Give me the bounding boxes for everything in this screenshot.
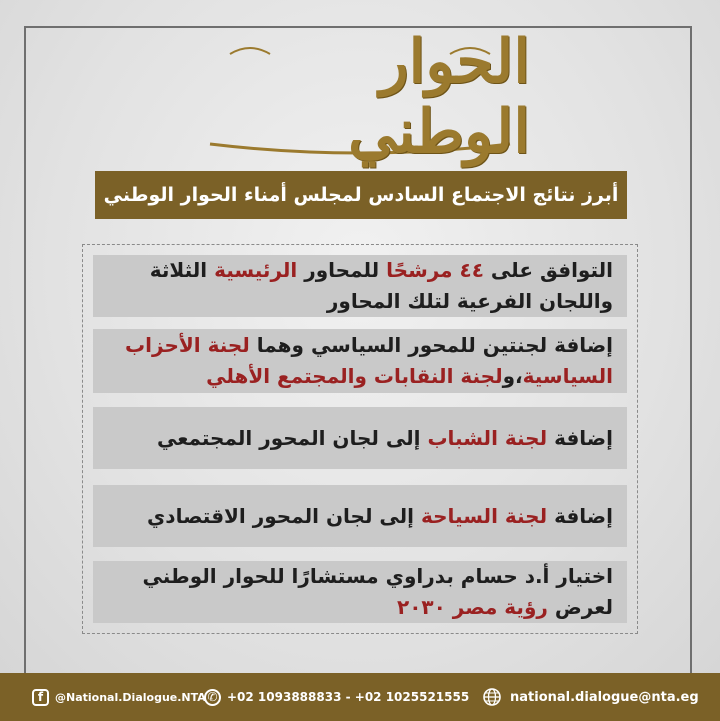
email-address[interactable]: national.dialogue@nta.eg (510, 689, 699, 705)
list-item: إضافة لجنة الشباب إلى لجان المحور المجتمعي (93, 407, 627, 469)
results-list (82, 244, 638, 634)
national-dialogue-logo (190, 26, 530, 167)
email-contact[interactable] (482, 673, 699, 721)
whatsapp-contact[interactable] (204, 673, 469, 721)
whatsapp-icon: ✆ (204, 689, 221, 706)
footer-bar (0, 673, 720, 721)
list-item: اختيار أ.د حسام بدراوي مستشارًا للحوار الوطني لعرض رؤية مصر ٢٠٣٠ (93, 561, 627, 623)
results-banner: أبرز نتائج الاجتماع السادس لمجلس أمناء الحوار الوطني (95, 171, 627, 219)
phone-numbers[interactable]: +02 1093888833 - +02 1025521555 (227, 690, 470, 704)
logo-text: الحوار الوطني (348, 26, 530, 167)
facebook-contact[interactable] (32, 673, 206, 721)
list-item: التوافق على ٤٤ مرشحًا للمحاور الرئيسية الثلاثة واللجان الفرعية لتلك المحاور (93, 255, 627, 317)
list-item: إضافة لجنتين للمحور السياسي وهما لجنة الأحزاب السياسية،ولجنة النقابات والمجتمع الأهلي (93, 329, 627, 393)
globe-icon (482, 687, 502, 707)
list-item: إضافة لجنة السياحة إلى لجان المحور الاقتصادي (93, 485, 627, 547)
facebook-icon: f (32, 689, 49, 706)
facebook-handle[interactable]: @National.Dialogue.NTA (55, 690, 206, 704)
